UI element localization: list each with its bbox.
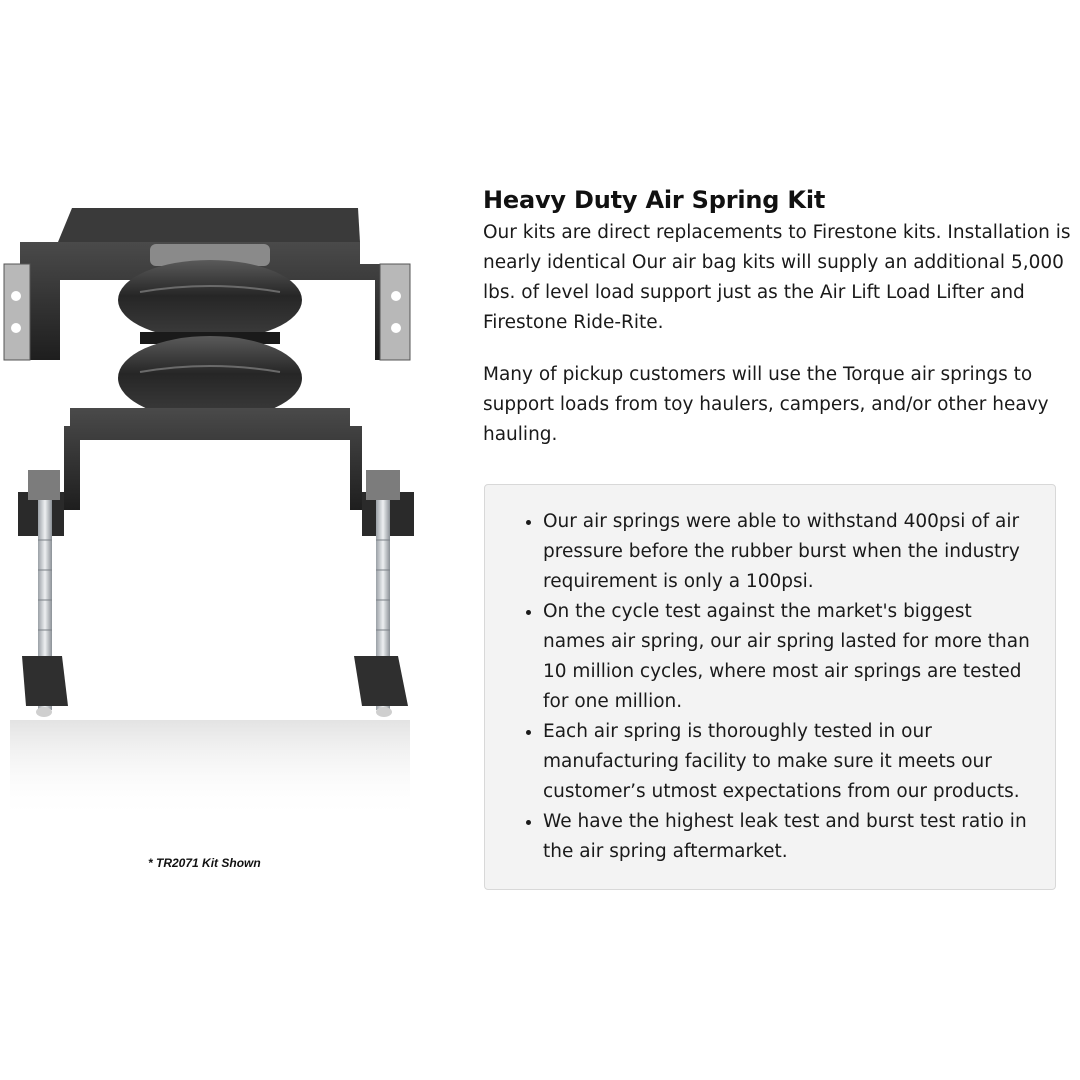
description-paragraph: Our kits are direct replacements to Firestone kits. Installation is nearly identical Our air bag kits will supply an additional 5,000 lbs. of level load support just as the Air Lift Load Lifter and Firestone Ride-Rite. (483, 222, 1071, 333)
image-caption: * TR2071 Kit Shown (148, 856, 261, 870)
list-item: • On the cycle test against the market's biggest names air spring, our air spring lasted for more than 10 million cycles, where most air springs are tested for one million. (543, 597, 1031, 717)
list-item: • Each air spring is thoroughly tested in our manufacturing facility to make sure it meets our customer’s utmost expectations from our products. (543, 717, 1031, 807)
feature-list (485, 485, 1055, 867)
section-title: Heavy Duty Air Spring Kit (483, 186, 826, 214)
feature-highlights-panel (484, 484, 1056, 890)
product-image (0, 200, 420, 840)
description-paragraph: Many of pickup customers will use the Torque air springs to support loads from toy haulers, campers, and/or other heavy hauling. (483, 364, 1049, 445)
product-description (483, 182, 1080, 450)
list-item: • We have the highest leak test and burst test ratio in the air spring aftermarket. (543, 807, 1031, 867)
list-item: • Our air springs were able to withstand 400psi of air pressure before the rubber burst when the industry requirement is only a 100psi. (543, 507, 1031, 597)
